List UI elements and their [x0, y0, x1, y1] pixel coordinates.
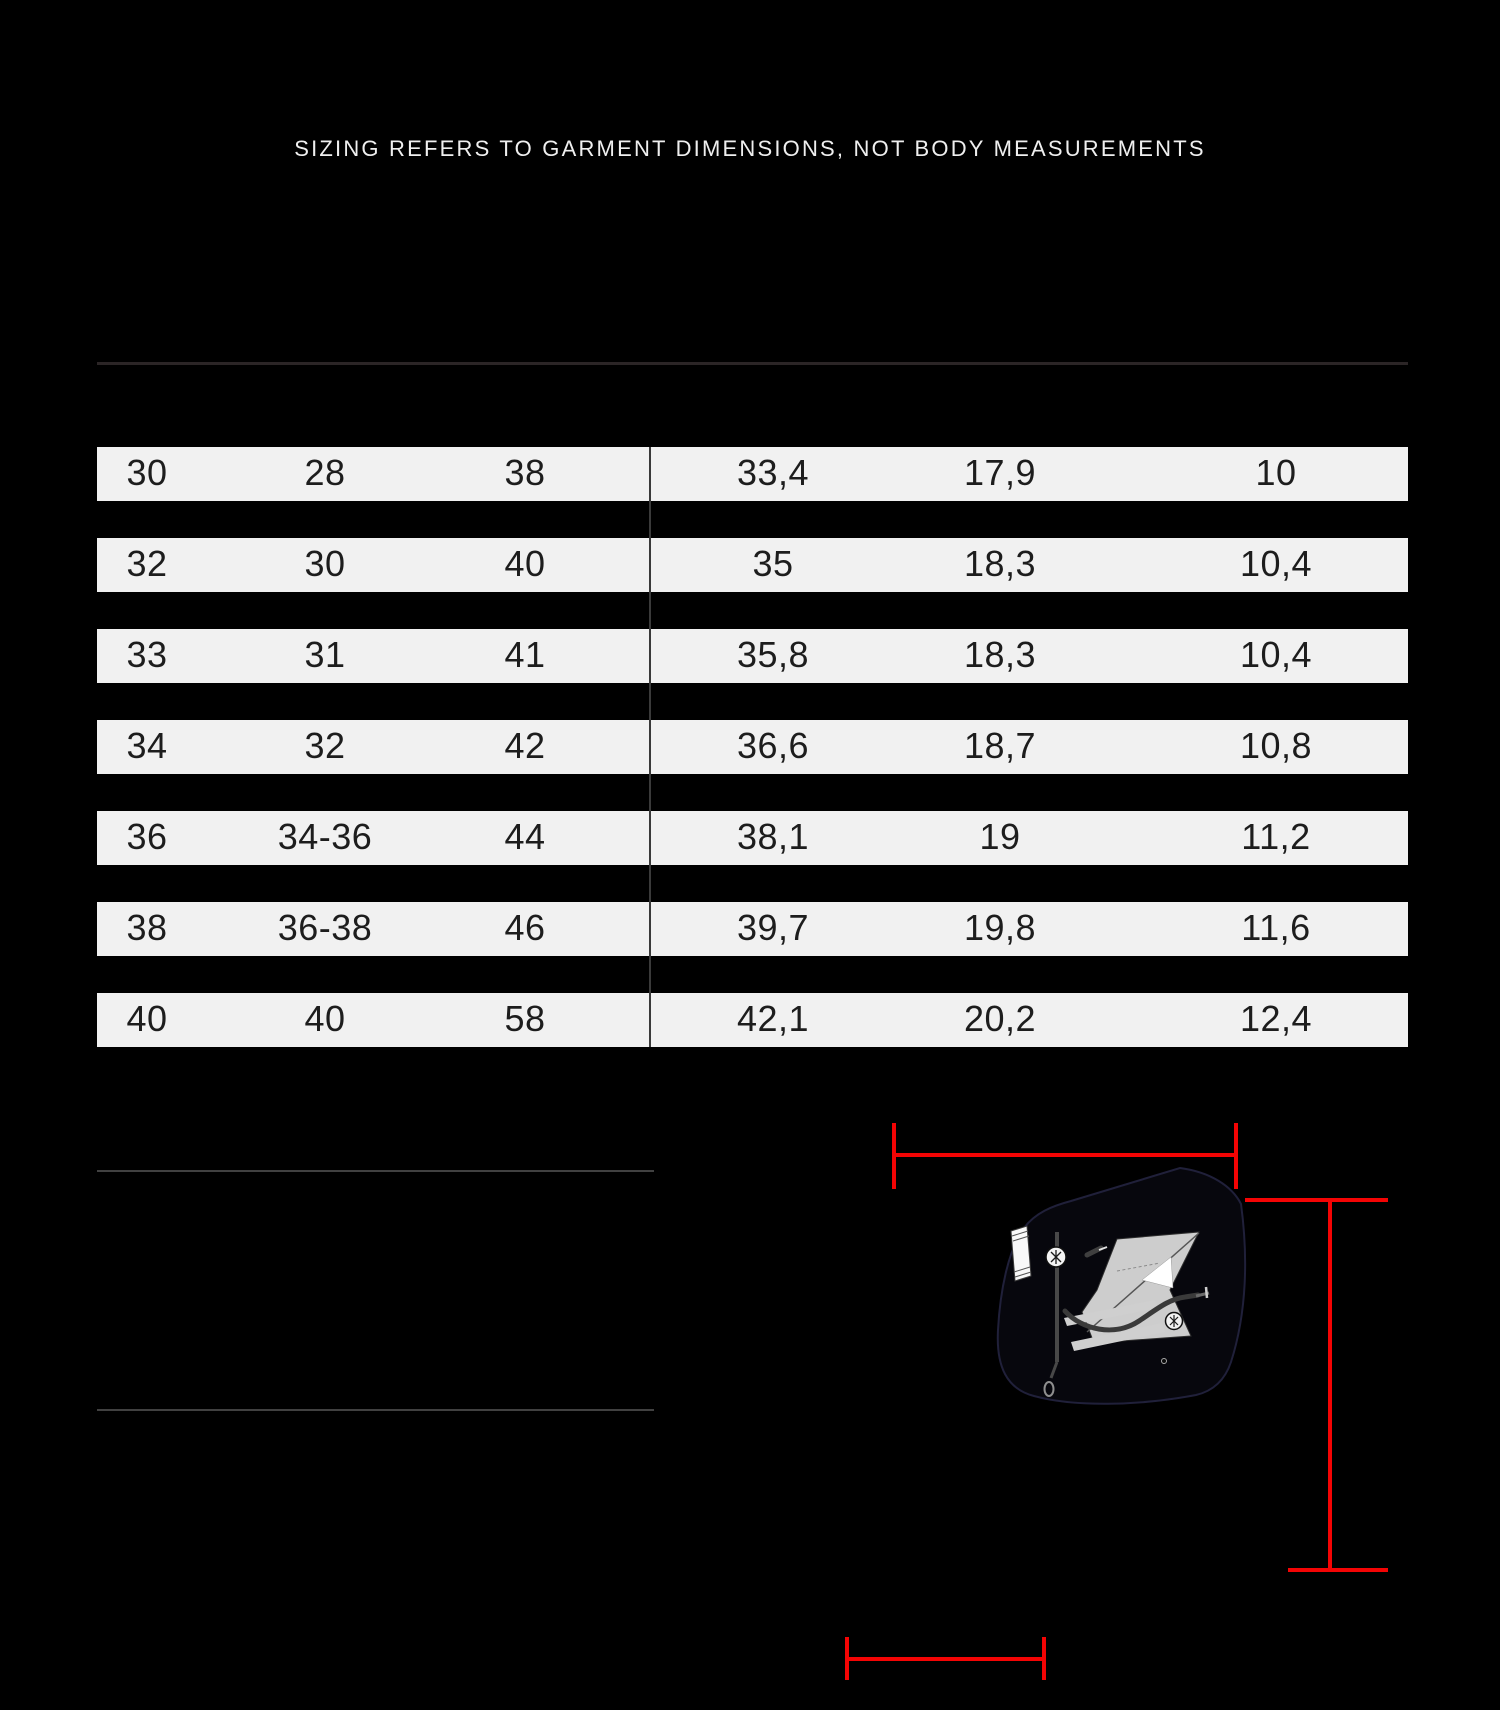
- size-cell: 28: [304, 452, 346, 494]
- size-cell: 36-38: [277, 907, 373, 949]
- size-cell: 11,2: [1241, 816, 1311, 858]
- size-cell: 31: [304, 634, 346, 676]
- size-row: [97, 538, 1408, 592]
- size-row: [97, 811, 1408, 865]
- size-cell: 42,1: [736, 998, 810, 1040]
- size-cell: 10,4: [1239, 634, 1313, 676]
- table-column-divider: [649, 447, 651, 1047]
- size-cell: 36,6: [736, 725, 810, 767]
- size-cell: 38: [504, 452, 546, 494]
- size-cell: 34-36: [277, 816, 373, 858]
- size-cell: 18,3: [963, 634, 1037, 676]
- size-cell: 19: [979, 816, 1021, 858]
- size-cell: 32: [304, 725, 346, 767]
- length-measure-tick-top: [1245, 1198, 1388, 1202]
- note-underline-1: [97, 1170, 654, 1172]
- size-cell: 40: [126, 998, 168, 1040]
- size-cell: 33: [126, 634, 168, 676]
- size-row: [97, 447, 1408, 501]
- side-seam-mark: [1206, 1287, 1207, 1298]
- button-side: [1166, 1313, 1183, 1330]
- size-cell: 19,8: [963, 907, 1037, 949]
- size-cell: 40: [304, 998, 346, 1040]
- size-cell: 39,7: [736, 907, 810, 949]
- sizing-note-subtitle: SIZING REFERS TO GARMENT DIMENSIONS, NOT BODY MEASUREMENTS: [294, 136, 1206, 161]
- size-cell: 11,6: [1241, 907, 1311, 949]
- size-cell: 38,1: [736, 816, 810, 858]
- size-cell: 17,9: [963, 452, 1037, 494]
- size-cell: 20,2: [963, 998, 1037, 1040]
- size-cell: 12,4: [1239, 998, 1313, 1040]
- size-cell: 42: [504, 725, 546, 767]
- note-underline-2: [97, 1409, 654, 1411]
- waist-width-measure-tick-left: [892, 1123, 896, 1189]
- size-cell: 40: [504, 543, 546, 585]
- size-cell: 10,8: [1239, 725, 1313, 767]
- shorts-illustration-icon: [960, 1150, 1260, 1420]
- button-top: [1046, 1247, 1066, 1267]
- size-cell: 35,8: [736, 634, 810, 676]
- length-measure-line: [1328, 1198, 1332, 1572]
- size-cell: 30: [126, 452, 168, 494]
- rivet-dot: [1162, 1359, 1167, 1364]
- size-cell: 46: [504, 907, 546, 949]
- size-cell: 44: [504, 816, 546, 858]
- size-cell: 33,4: [736, 452, 810, 494]
- size-cell: 58: [504, 998, 546, 1040]
- size-row: [97, 720, 1408, 774]
- size-cell: 18,3: [963, 543, 1037, 585]
- size-row: [97, 993, 1408, 1047]
- length-measure-tick-bottom: [1288, 1568, 1388, 1572]
- size-row: [97, 902, 1408, 956]
- belt-loop: [1011, 1226, 1031, 1281]
- size-cell: 30: [304, 543, 346, 585]
- size-cell: 36: [126, 816, 168, 858]
- size-cell: 35: [752, 543, 794, 585]
- size-cell: 41: [504, 634, 546, 676]
- size-cell: 32: [126, 543, 168, 585]
- hem-width-measure-tick-left: [845, 1637, 849, 1680]
- hem-width-measure-tick-right: [1042, 1637, 1046, 1680]
- size-cell: 10: [1255, 452, 1297, 494]
- size-cell: 38: [126, 907, 168, 949]
- size-cell: 34: [126, 725, 168, 767]
- hem-width-measure-line: [847, 1657, 1044, 1661]
- size-cell: 18,7: [963, 725, 1037, 767]
- size-row: [97, 629, 1408, 683]
- size-cell: 10,4: [1239, 543, 1313, 585]
